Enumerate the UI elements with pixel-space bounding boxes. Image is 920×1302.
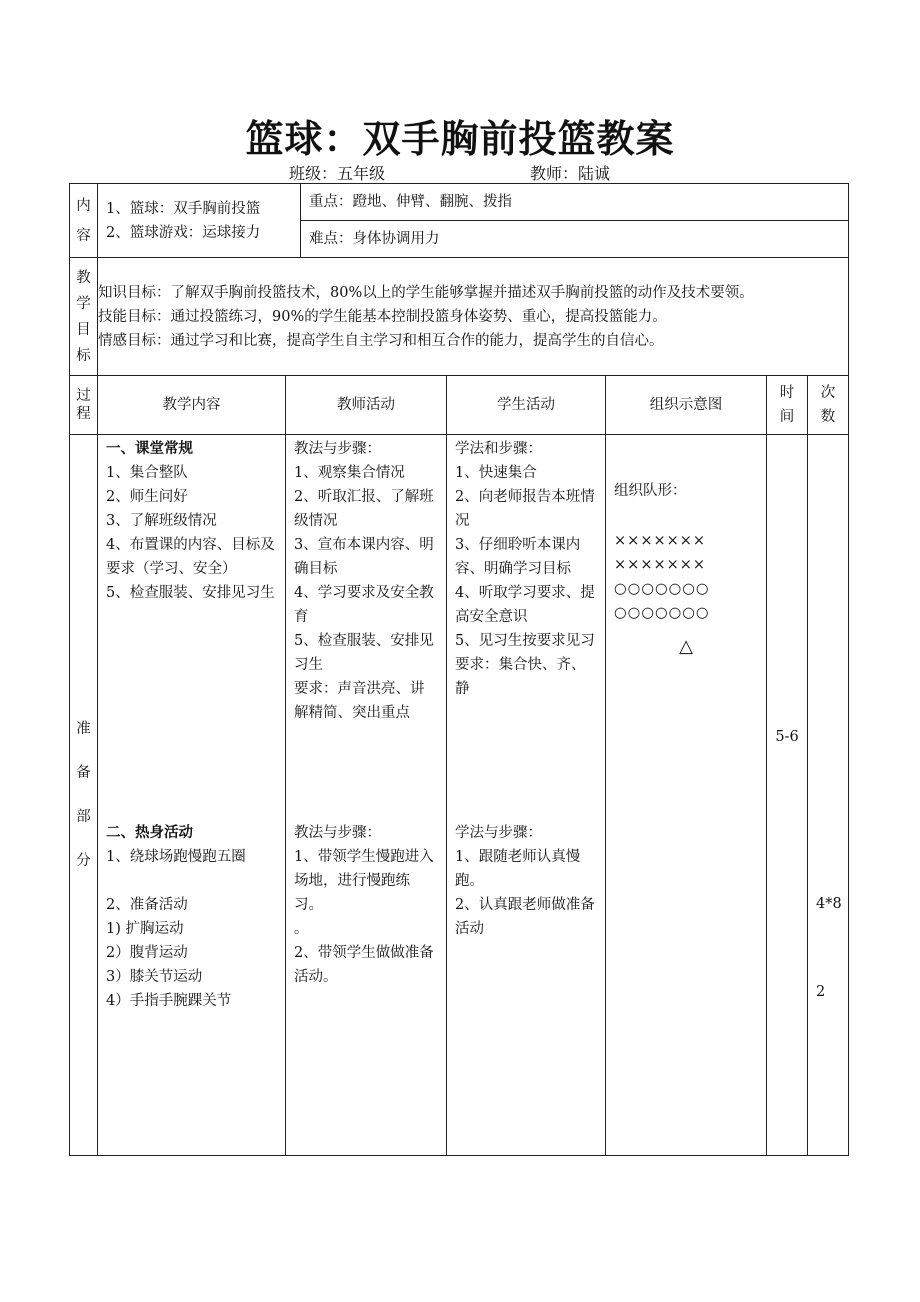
formation-rows: ××××××× ××××××× ○○○○○○○ ○○○○○○○ [614, 533, 710, 621]
difficult-point: 难点：身体协调用力 [301, 221, 849, 258]
formation-label: 组织队形： [614, 483, 687, 499]
student-warmup: 学法与步骤： 1、跟随老师认真慢跑。 2、认真跟老师做准备活动 [455, 825, 595, 937]
header-diagram: 组织示意图 [606, 376, 767, 435]
header-time: 时 间 [767, 376, 808, 435]
routine-title: 一、课堂常规 [106, 440, 193, 457]
teacher-activity-cell [286, 435, 447, 1156]
prep-content-cell [98, 435, 286, 1156]
key-point: 重点：蹬地、伸臂、翻腕、拨指 [301, 184, 849, 221]
teacher-info: 教师：陆诚 [530, 164, 611, 183]
header-teacher: 教师活动 [286, 376, 447, 435]
teacher-position-icon: △ [679, 636, 693, 657]
class-info: 班级：五年级 [289, 164, 386, 183]
warmup-title: 二、热身活动 [106, 824, 193, 841]
diagram-cell [606, 435, 767, 1156]
skill-goal: 技能目标：通过投篮练习，90%的学生能基本控制投篮身体姿势、重心，提高投篮能力。 [98, 308, 667, 325]
teacher-warmup: 教法与步骤： 1、带领学生慢跑进入场地，进行慢跑练习。 。 2、带领学生做做准备活动。 [294, 825, 434, 985]
warmup-items: 1、绕球场跑慢跑五圈 2、准备活动 1) 扩胸运动 2）腹背运动 3）膝关节运动 4）手指手腕踝关节 [106, 849, 246, 1009]
content-label: 内 容 [70, 184, 98, 258]
routine-items: 1、集合整队 2、师生问好 3、了解班级情况 4、布置课的内容、目标及要求（学习、安全） 5、检查服装、安排见习生 [106, 465, 275, 601]
student-routine: 学法和步骤： 1、快速集合 2、向老师报告本班情况 3、仔细聆听本课内容、明确学习目标 4、听取学习要求、提高安全意识 5、见习生按要求见习 要求：集合快、齐、静 [455, 441, 595, 697]
header-process: 过 程 [70, 376, 98, 435]
goals-label: 教 学 目 标 [70, 258, 98, 376]
prep-label: 准 备 部 分 [70, 435, 98, 1156]
content-items: 1、篮球：双手胸前投篮 2、篮球游戏：运球接力 [98, 184, 301, 258]
emotion-goal: 情感目标：通过学习和比赛，提高学生自主学习和相互合作的能力，提高学生的自信心。 [98, 332, 664, 349]
teaching-goals [98, 258, 849, 376]
lesson-plan-table [69, 183, 849, 1156]
knowledge-goal: 知识目标：了解双手胸前投篮技术，80%以上的学生能够掌握并描述双手胸前投篮的动作及技术要领。 [98, 284, 754, 301]
header-count: 次 数 [808, 376, 849, 435]
teacher-routine: 教法与步骤： 1、观察集合情况 2、听取汇报、了解班级情况 3、宣布本课内容、明确目标 4、学习要求及安全教育 5、检查服装、安排见习生 要求：声音洪亮、讲解精简、突出重点 [294, 441, 434, 721]
document-title: 篮球：双手胸前投篮教案 [245, 116, 675, 161]
header-content: 教学内容 [98, 376, 286, 435]
prep-time: 5-6 [775, 729, 799, 745]
time-cell [767, 435, 808, 1156]
warmup-count-1: 4*8 [816, 896, 842, 912]
header-student: 学生活动 [447, 376, 606, 435]
count-cell [808, 435, 849, 1156]
warmup-count-2: 2 [816, 984, 826, 1000]
student-activity-cell [447, 435, 606, 1156]
